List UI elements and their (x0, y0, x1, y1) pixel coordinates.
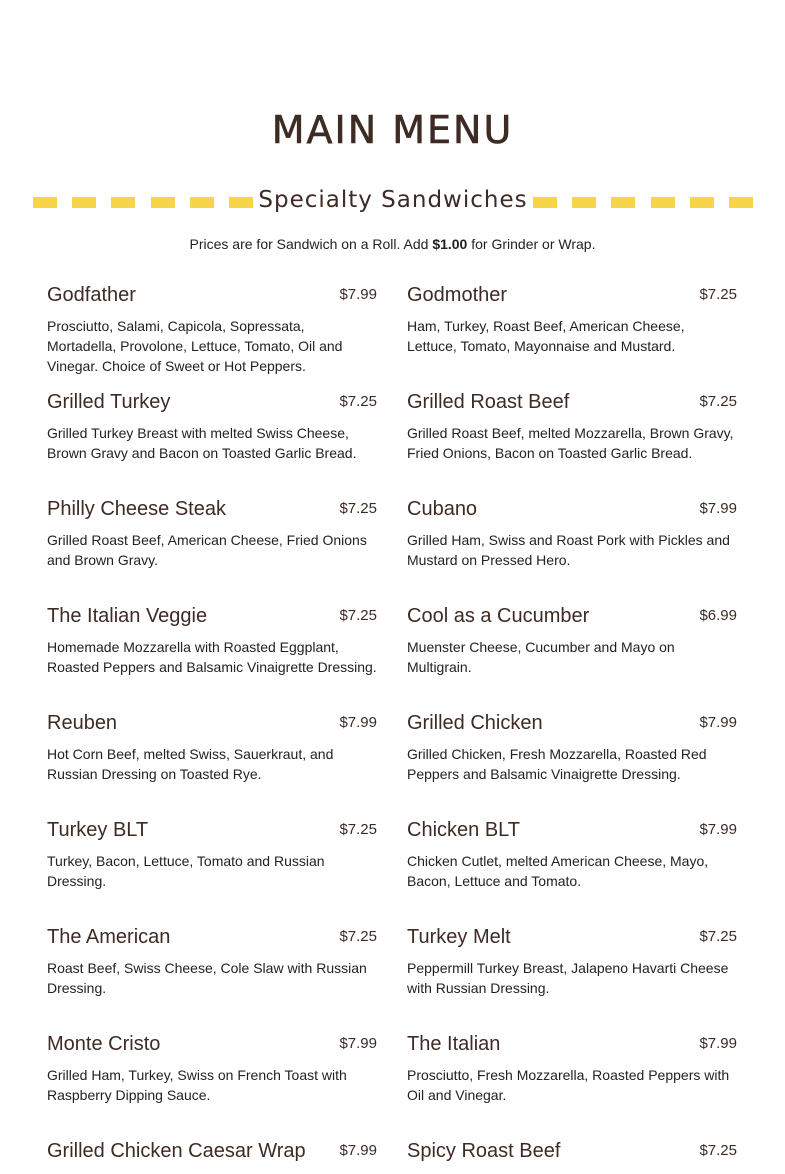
menu-item-description: Ham, Turkey, Roast Beef, American Cheese, Lettuce, Tomato, Mayonnaise and Mustard. (407, 318, 685, 354)
menu-item (407, 604, 737, 711)
menu-item-name: The Italian Veggie (47, 605, 208, 627)
section-title: Specialty Sandwiches (258, 187, 528, 213)
menu-item-description: Grilled Chicken, Fresh Mozzarella, Roasted Red Peppers and Balsamic Vinaigrette Dressing. (407, 746, 707, 782)
menu-item (47, 283, 377, 390)
menu-item-price: $7.99 (699, 821, 737, 838)
price-note-suffix: for Grinder or Wrap. (467, 236, 596, 252)
menu-item-name: Turkey BLT (47, 819, 149, 841)
menu-column-right (407, 283, 737, 1174)
menu-item-description: Prosciutto, Salami, Capicola, Sopressata, Mortadella, Provolone, Lettuce, Tomato, Oil and Vinegar. Choice of Sweet or Hot Peppers. (47, 318, 343, 374)
price-note-amount: $1.00 (432, 236, 468, 252)
menu-item (47, 1032, 377, 1139)
dash (572, 197, 596, 208)
menu-item-price: $7.99 (699, 500, 737, 517)
menu-item-description: Turkey, Bacon, Lettuce, Tomato and Russian Dressing. (47, 853, 325, 889)
dash (651, 197, 675, 208)
menu-item (47, 818, 377, 925)
menu-item (407, 283, 737, 390)
menu-item-price: $7.25 (699, 928, 737, 945)
dash (729, 197, 753, 208)
menu-item-price: $7.99 (339, 1142, 377, 1159)
menu-item-name: Godmother (407, 284, 508, 306)
decorative-dashes-right (533, 197, 753, 207)
menu-item-name: Grilled Roast Beef (407, 391, 570, 413)
menu-item-name: Philly Cheese Steak (47, 498, 226, 520)
menu-item-description: Hot Corn Beef, melted Swiss, Sauerkraut, and Russian Dressing on Toasted Rye. (47, 746, 334, 782)
menu-item-name: Cubano (407, 498, 478, 520)
menu-item-price: $7.99 (339, 286, 377, 303)
menu-item-name: Grilled Chicken Caesar Wrap (47, 1140, 306, 1162)
menu-item (407, 1139, 737, 1174)
menu-item-price: $7.25 (699, 286, 737, 303)
menu-item-name: Reuben (47, 712, 118, 734)
menu-item-price: $6.99 (699, 607, 737, 624)
dash (690, 197, 714, 208)
menu-item-name: Grilled Chicken (407, 712, 543, 734)
menu-item-name: Godfather (47, 284, 136, 306)
menu-item (47, 925, 377, 1032)
menu-item-price: $7.25 (339, 500, 377, 517)
menu-item (407, 390, 737, 497)
price-note (0, 235, 785, 253)
dash (611, 197, 635, 208)
menu-item-description: Homemade Mozzarella with Roasted Eggplant, Roasted Peppers and Balsamic Vinaigrette Dressing. (47, 639, 377, 675)
menu-item (47, 1139, 377, 1174)
menu-item-name: Cool as a Cucumber (407, 605, 590, 627)
menu-item-description: Chicken Cutlet, melted American Cheese, Mayo, Bacon, Lettuce and Tomato. (407, 853, 709, 889)
menu-item-price: $7.99 (699, 714, 737, 731)
menu-item-price: $7.25 (699, 393, 737, 410)
menu-item-price: $7.25 (699, 1142, 737, 1159)
menu-item-description: Grilled Turkey Breast with melted Swiss Cheese, Brown Gravy and Bacon on Toasted Garlic Bread. (47, 425, 357, 461)
page-title: MAIN MENU (271, 108, 514, 152)
menu-item-price: $7.25 (339, 928, 377, 945)
price-note-prefix: Prices are for Sandwich on a Roll. Add (189, 236, 433, 252)
menu-item (407, 497, 737, 604)
menu-item-price: $7.99 (339, 714, 377, 731)
menu-item-price: $7.25 (339, 821, 377, 838)
menu-item-description: Grilled Ham, Turkey, Swiss on French Toast with Raspberry Dipping Sauce. (47, 1067, 347, 1103)
menu-item-description: Peppermill Turkey Breast, Jalapeno Havarti Cheese with Russian Dressing. (407, 960, 729, 996)
section-header (33, 183, 753, 219)
menu-item-description: Grilled Roast Beef, American Cheese, Fried Onions and Brown Gravy. (47, 532, 367, 568)
menu-item-description: Grilled Roast Beef, melted Mozzarella, Brown Gravy, Fried Onions, Bacon on Toasted Garlic Bread. (407, 425, 734, 461)
menu-item-description: Prosciutto, Fresh Mozzarella, Roasted Peppers with Oil and Vinegar. (407, 1067, 730, 1103)
menu-item-name: Turkey Melt (407, 926, 511, 948)
menu-item-name: Grilled Turkey (47, 391, 171, 413)
menu-item-description: Grilled Ham, Swiss and Roast Pork with Pickles and Mustard on Pressed Hero. (407, 532, 730, 568)
menu-column-left (47, 283, 377, 1174)
menu-item-name: The American (47, 926, 171, 948)
menu-item-price: $7.25 (339, 607, 377, 624)
menu-item-name: The Italian (407, 1033, 501, 1055)
menu-item-description: Muenster Cheese, Cucumber and Mayo on Multigrain. (407, 639, 675, 675)
menu-item (407, 1032, 737, 1139)
menu-item (47, 390, 377, 497)
menu-item (47, 711, 377, 818)
menu-item (47, 497, 377, 604)
menu-item (47, 604, 377, 711)
dash (533, 197, 557, 208)
menu-item-description: Roast Beef, Swiss Cheese, Cole Slaw with Russian Dressing. (47, 960, 367, 996)
menu-item-price: $7.25 (339, 393, 377, 410)
menu-item-name: Spicy Roast Beef (407, 1140, 561, 1162)
menu-item-price: $7.99 (699, 1035, 737, 1052)
menu-item (407, 818, 737, 925)
menu-item-price: $7.99 (339, 1035, 377, 1052)
menu-item-name: Chicken BLT (407, 819, 521, 841)
menu-item (407, 925, 737, 1032)
menu-item-name: Monte Cristo (47, 1033, 161, 1055)
menu-item (407, 711, 737, 818)
